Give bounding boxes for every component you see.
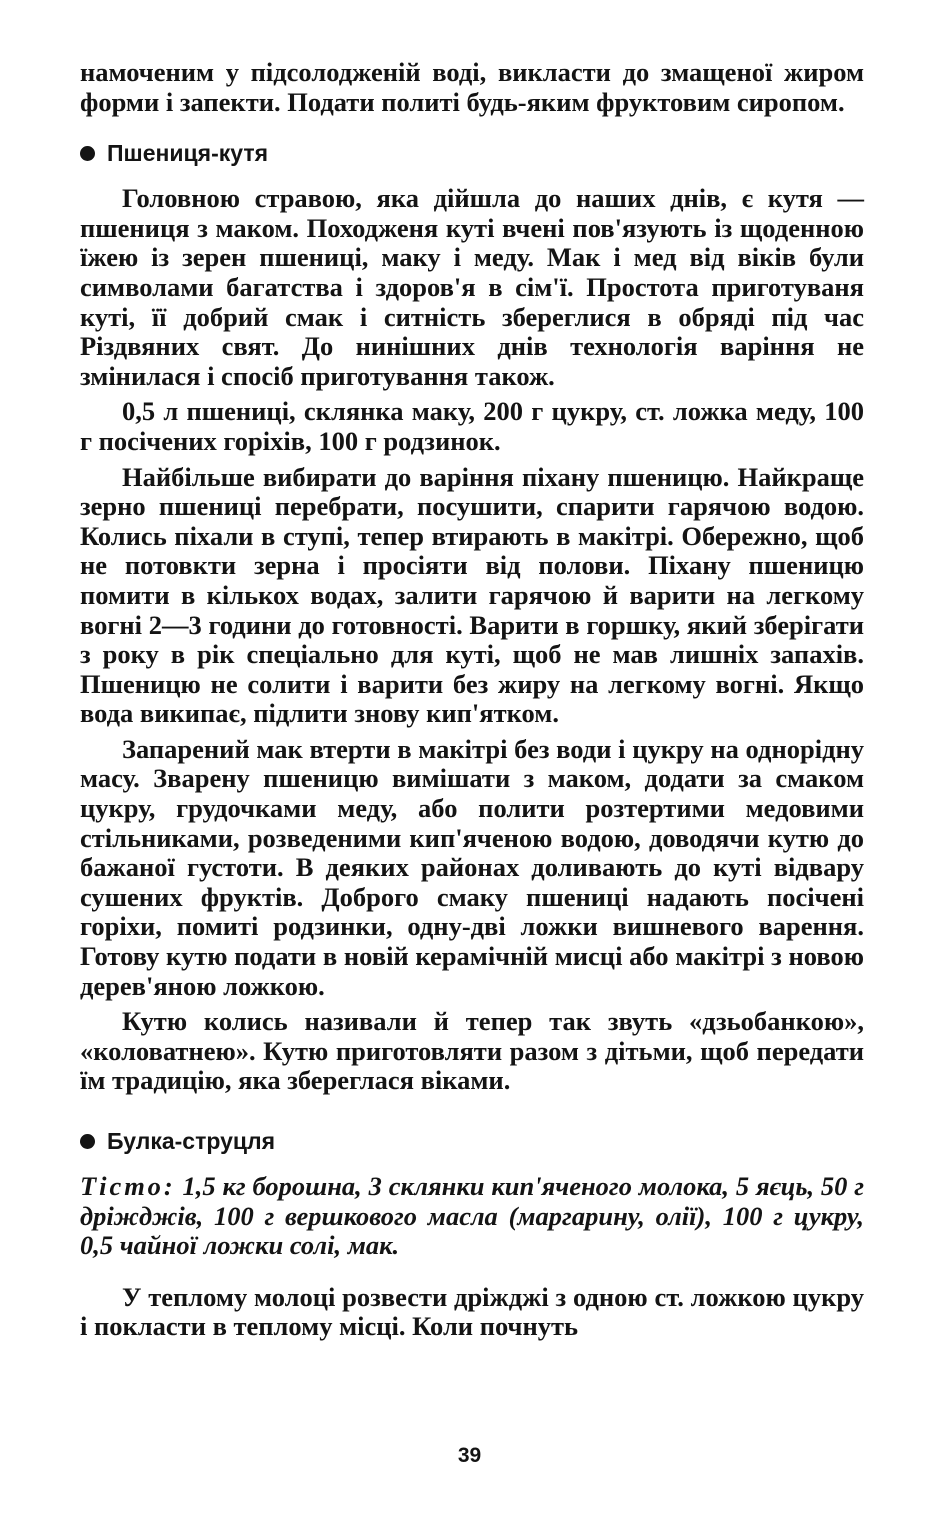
section-heading-bulka-strutslia	[80, 1126, 864, 1156]
paragraph: У теплому молоці розвести дріжджі з одною ст. ложкою цукру і покласти в теплому місці. Коли почнуть	[80, 1281, 864, 1342]
ingredients-paragraph: 0,5 л пшениці, склянка маку, 200 г цукру, ст. ложка меду, 100 г посічених горіхів, 100 г родзинок.	[80, 396, 864, 456]
ingredients-text: 1,5 кг борошна, 3 склянки кип'яченого молока, 5 яєць, 50 г дріжджів, 100 г вершкового масла (маргарину, олії), 100 г цукру, 0,5 чайної ложки солі, мак.	[80, 1171, 865, 1261]
section-heading-pshenytsia-kutia	[80, 138, 864, 168]
section-title: Булка-струцля	[107, 1128, 276, 1154]
paragraph: Кутю колись називали й тепер так звуть «дзьобанкою», «коловатнею». Кутю приготовляти разом з дітьми, щоб передати їм традицію, яка збереглася віками.	[80, 1006, 864, 1096]
page-content	[80, 58, 864, 1342]
ingredients-label: Тісто:	[80, 1171, 176, 1201]
bullet-icon	[80, 146, 95, 161]
paragraph: Запарений мак втерти в макітрі без води і цукру на однорідну масу. Зварену пшеницю вимішати з маком, додати за смаком цукру, грудочками меду, або полити розтертими медовими стільниками, розведеними кип'яченою водою, доводячи кутю до бажаної густоти. В деяких районах доливають до куті відвару сушених фруктів. Доброго смаку пшениці надають посічені горіхи, помиті родзинки, одну-дві ложки вишневого варення. Готову кутю подати в новій керамічній мисці або макітрі з новою дерев'яною ложкою.	[80, 733, 864, 1001]
paragraph: Найбільше вибирати до варіння піхану пшеницю. Найкраще зерно пшениці перебрати, посушити, спарити гарячою водою. Колись піхали в ступі, тепер втирають в макітрі. Обережно, щоб не потовкти зерна і просіяти від полови. Піхану пшеницю помити в кількох водах, залити гарячою й варити на легкому вогні 2—3 години до готовності. Варити в горшку, який зберігати з року в рік спеціально для куті, щоб не мав лишніх запахів. Пшеницю не солити і варити без жиру на легкому вогні. Якщо вода википає, підлити знову кип'ятком.	[80, 461, 864, 729]
paragraph: Головною стравою, яка дійшла до наших днів, є кутя — пшениця з маком. Походженя куті вчені пов'язують із щоденною їжею із зерен пшениці, маку і меду. Мак і мед від віків були символами багатства і здоров'я в сім'ї. Простота приготуваня куті, її добрий смак і ситність збереглися в обряді під час Різдвяних свят. До нинішних днів технологія варіння не змінилася і спосіб приготування також.	[80, 183, 864, 391]
paragraph-continued: намоченим у підсолодженій воді, викласти до змащеної жиром форми і запекти. Подати политі будь-яким фруктовим сиропом.	[80, 57, 864, 117]
page-number: 39	[457, 1444, 482, 1467]
ingredients-paragraph	[80, 1172, 864, 1261]
bullet-icon	[80, 1134, 95, 1149]
section-title: Пшениця-кутя	[107, 140, 269, 167]
